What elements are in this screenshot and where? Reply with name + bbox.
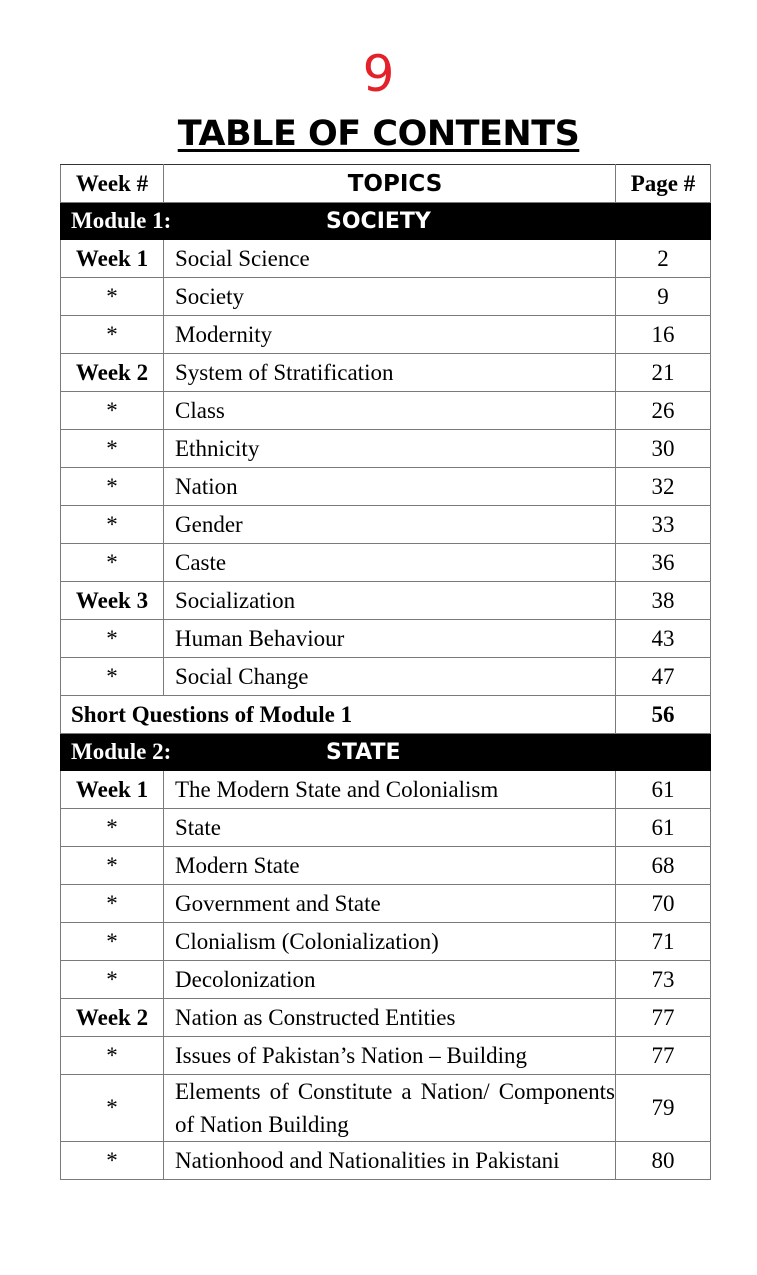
week-cell: * (61, 923, 164, 961)
module-name: SOCIETY (326, 208, 431, 234)
page-cell: 77 (616, 1037, 711, 1075)
table-row[interactable] (61, 392, 711, 430)
page-cell: 61 (616, 771, 711, 809)
topic-cell[interactable]: State (164, 809, 616, 847)
table-row[interactable] (61, 847, 711, 885)
topic-cell[interactable]: Ethnicity (164, 430, 616, 468)
week-cell: * (61, 392, 164, 430)
topic-cell[interactable]: The Modern State and Colonialism (164, 771, 616, 809)
week-cell: * (61, 316, 164, 354)
week-cell: * (61, 809, 164, 847)
module-header (61, 734, 711, 771)
table-row[interactable] (61, 582, 711, 620)
topic-cell[interactable]: Socialization (164, 582, 616, 620)
topic-cell[interactable]: System of Stratification (164, 354, 616, 392)
table-row[interactable] (61, 923, 711, 961)
table-row[interactable] (61, 620, 711, 658)
topic-cell[interactable]: Class (164, 392, 616, 430)
week-cell: * (61, 847, 164, 885)
table-row[interactable] (61, 999, 711, 1037)
table-row[interactable] (61, 961, 711, 999)
header-week: Week # (61, 165, 164, 203)
module-summary-row[interactable] (61, 696, 711, 734)
table-row[interactable] (61, 1142, 711, 1180)
week-cell: * (61, 961, 164, 999)
page-cell: 36 (616, 544, 711, 582)
page-cell: 9 (616, 278, 711, 316)
topic-cell[interactable]: Decolonization (164, 961, 616, 999)
topic-cell[interactable]: Society (164, 278, 616, 316)
topic-cell[interactable]: Modern State (164, 847, 616, 885)
page-cell: 77 (616, 999, 711, 1037)
page-cell: 47 (616, 658, 711, 696)
week-cell: * (61, 544, 164, 582)
table-header-row (61, 165, 711, 203)
page-cell: 26 (616, 392, 711, 430)
table-row[interactable] (61, 1037, 711, 1075)
week-cell: * (61, 468, 164, 506)
page-cell: 21 (616, 354, 711, 392)
table-row[interactable] (61, 544, 711, 582)
table-row[interactable] (61, 809, 711, 847)
toc-table (60, 164, 711, 1180)
week-cell: Week 2 (61, 354, 164, 392)
module-name: STATE (326, 739, 401, 765)
page-cell: 33 (616, 506, 711, 544)
topic-cell[interactable]: Human Behaviour (164, 620, 616, 658)
summary-page: 56 (616, 696, 711, 734)
topic-cell[interactable]: Clonialism (Colonialization) (164, 923, 616, 961)
topic-cell[interactable]: Caste (164, 544, 616, 582)
page-cell: 43 (616, 620, 711, 658)
header-page: Page # (616, 165, 711, 203)
week-cell: Week 3 (61, 582, 164, 620)
page-cell: 70 (616, 885, 711, 923)
topic-cell[interactable]: Issues of Pakistan’s Nation – Building (164, 1037, 616, 1075)
summary-label[interactable]: Short Questions of Module 1 (61, 696, 616, 734)
topic-cell[interactable]: Social Science (164, 240, 616, 278)
table-row[interactable] (61, 354, 711, 392)
page-cell: 38 (616, 582, 711, 620)
page-cell: 32 (616, 468, 711, 506)
page-number: 9 (362, 45, 395, 103)
week-cell: * (61, 506, 164, 544)
table-row[interactable] (61, 1075, 711, 1142)
week-cell: * (61, 1142, 164, 1180)
week-cell: Week 1 (61, 771, 164, 809)
table-row[interactable] (61, 240, 711, 278)
topic-cell[interactable]: Modernity (164, 316, 616, 354)
header-topics: TOPICS (164, 165, 616, 203)
page-cell: 71 (616, 923, 711, 961)
module-label: Module 2: (71, 739, 172, 764)
topic-cell[interactable]: Nationhood and Nationalities in Pakistani (164, 1142, 616, 1180)
topic-cell[interactable]: Social Change (164, 658, 616, 696)
table-row[interactable] (61, 506, 711, 544)
week-cell: * (61, 885, 164, 923)
topic-cell[interactable]: Nation (164, 468, 616, 506)
topic-cell[interactable]: Gender (164, 506, 616, 544)
module-header (61, 203, 711, 240)
week-cell: Week 2 (61, 999, 164, 1037)
page-title: TABLE OF CONTENTS (177, 114, 580, 154)
week-cell: * (61, 1037, 164, 1075)
week-cell: * (61, 430, 164, 468)
table-row[interactable] (61, 316, 711, 354)
week-cell: * (61, 658, 164, 696)
week-cell: * (61, 1075, 164, 1142)
page-cell: 80 (616, 1142, 711, 1180)
module-label: Module 1: (71, 208, 172, 233)
topic-cell[interactable]: Government and State (164, 885, 616, 923)
table-row[interactable] (61, 468, 711, 506)
page-cell: 68 (616, 847, 711, 885)
table-row[interactable] (61, 658, 711, 696)
week-cell: * (61, 278, 164, 316)
table-row[interactable] (61, 278, 711, 316)
page-cell: 16 (616, 316, 711, 354)
table-row[interactable] (61, 885, 711, 923)
page-cell: 61 (616, 809, 711, 847)
table-row[interactable] (61, 430, 711, 468)
topic-cell[interactable]: Elements of Constitute a Nation/ Components of Nation Building (164, 1075, 616, 1142)
page-cell: 79 (616, 1075, 711, 1142)
topic-cell[interactable]: Nation as Constructed Entities (164, 999, 616, 1037)
page-cell: 2 (616, 240, 711, 278)
table-row[interactable] (61, 771, 711, 809)
week-cell: * (61, 620, 164, 658)
page-cell: 73 (616, 961, 711, 999)
page-cell: 30 (616, 430, 711, 468)
week-cell: Week 1 (61, 240, 164, 278)
